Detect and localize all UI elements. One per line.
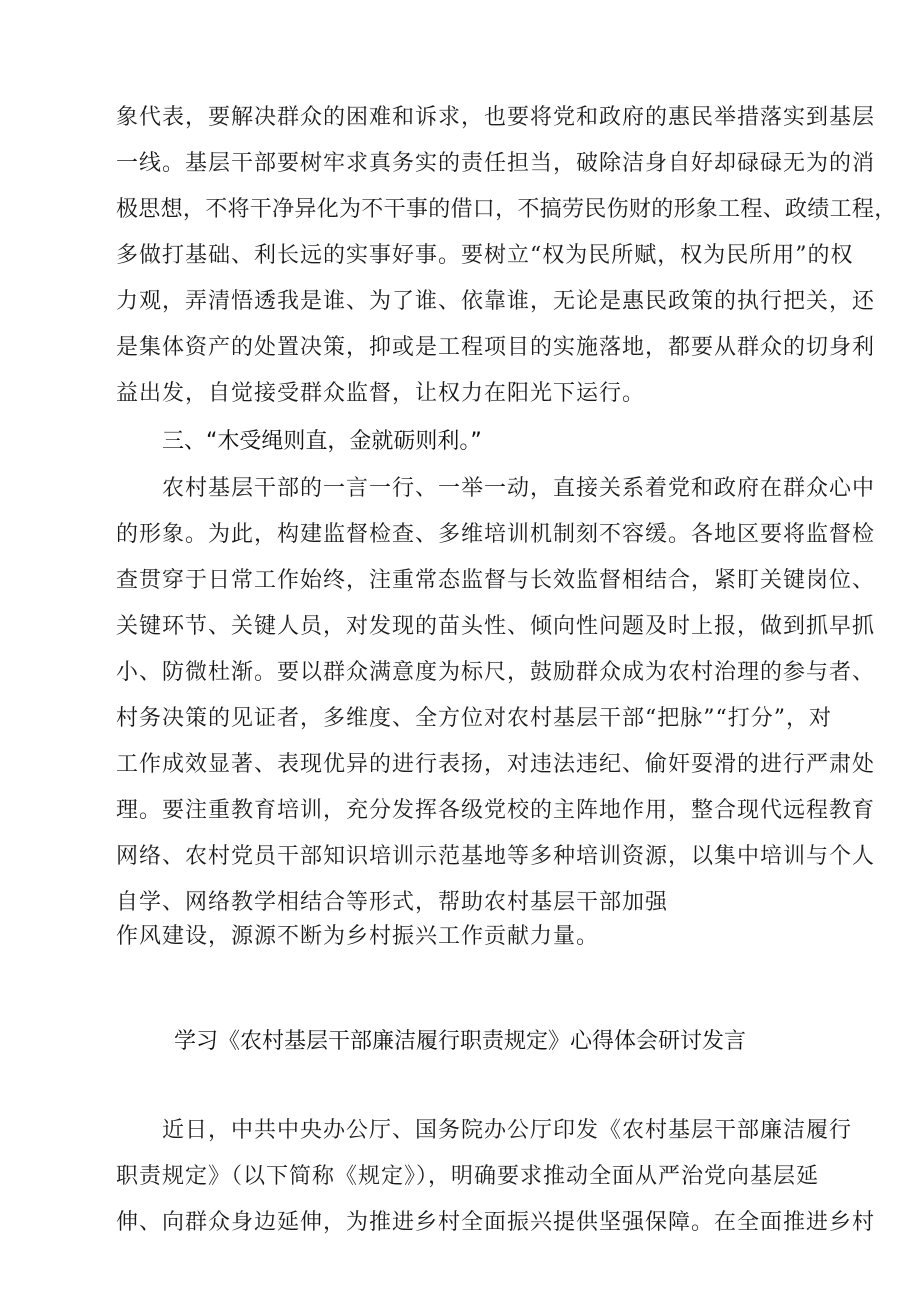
paragraph-line: 是集体资产的处置决策，抑或是工程项目的实施落地，都要从群众的切身利 xyxy=(116,335,876,360)
paragraph-line: 作风建设，源源不断为乡村振兴工作贡献力量。 xyxy=(116,924,600,949)
paragraph-line: 村务决策的见证者，多维度、全方位对农村基层干部“把脉”“打分”，对 xyxy=(116,706,832,731)
paragraph-line: 网络、农村党员干部知识培训示范基地等多种培训资源，以集中培训与个人 xyxy=(116,844,876,869)
paragraph-line: 职责规定》（以下简称《规定》），明确要求推动全面从严治党向基层延 xyxy=(116,1164,820,1189)
paragraph-line: 极思想，不将干净异化为不干事的借口，不搞劳民伤财的形象工程、政绩工程， xyxy=(116,197,897,222)
paragraph-line: 象代表，要解决群众的困难和诉求，也要将党和政府的惠民举措落实到基层 xyxy=(116,105,876,130)
paragraph-line: 一线。基层干部要树牢求真务实的责任担当，破除洁身自好却碌碌无为的消 xyxy=(116,151,876,176)
paragraph-line: 伸、向群众身边延伸，为推进乡村全面振兴提供坚强保障。在全面推进乡村 xyxy=(116,1210,876,1235)
paragraph-line: 多做打基础、利长远的实事好事。要树立“权为民所赋，权为民所用”的权 xyxy=(116,243,854,268)
paragraph-line: 益出发，自觉接受群众监督，让权力在阳光下运行。 xyxy=(116,381,646,406)
paragraph-line: 力观，弄清悟透我是谁、为了谁、依靠谁，无论是惠民政策的执行把关，还 xyxy=(116,289,876,314)
paragraph-line: 工作成效显著、表现优异的进行表扬，对违法违纪、偷奸耍滑的进行严肃处 xyxy=(116,752,876,777)
paragraph-line: 查贯穿于日常工作始终，注重常态监督与长效监督相结合，紧盯关键岗位、 xyxy=(116,568,876,593)
paragraph-line: 理。要注重教育培训，充分发挥各级党校的主阵地作用，整合现代远程教育 xyxy=(116,798,876,823)
paragraph-line: 小、防微杜渐。要以群众满意度为标尺，鼓励群众成为农村治理的参与者、 xyxy=(116,660,876,685)
paragraph-line: 自学、网络教学相结合等形式，帮助农村基层干部加强 xyxy=(116,890,669,915)
paragraph-line: 农村基层干部的一言一行、一举一动，直接关系着党和政府在群众心中 xyxy=(162,476,876,501)
article-title: 学习《农村基层干部廉洁履行职责规定》心得体会研讨发言 xyxy=(173,1029,746,1054)
paragraph-line: 近日，中共中央办公厅、国务院办公厅印发《农村基层干部廉洁履行 xyxy=(162,1118,853,1143)
section-heading: 三、“木受绳则直，金就砺则利。” xyxy=(162,429,482,454)
paragraph-line: 的形象。为此，构建监督检查、多维培训机制刻不容缓。各地区要将监督检 xyxy=(116,522,876,547)
paragraph-line: 关键环节、关键人员，对发现的苗头性、倾向性问题及时上报，做到抓早抓 xyxy=(116,614,876,639)
